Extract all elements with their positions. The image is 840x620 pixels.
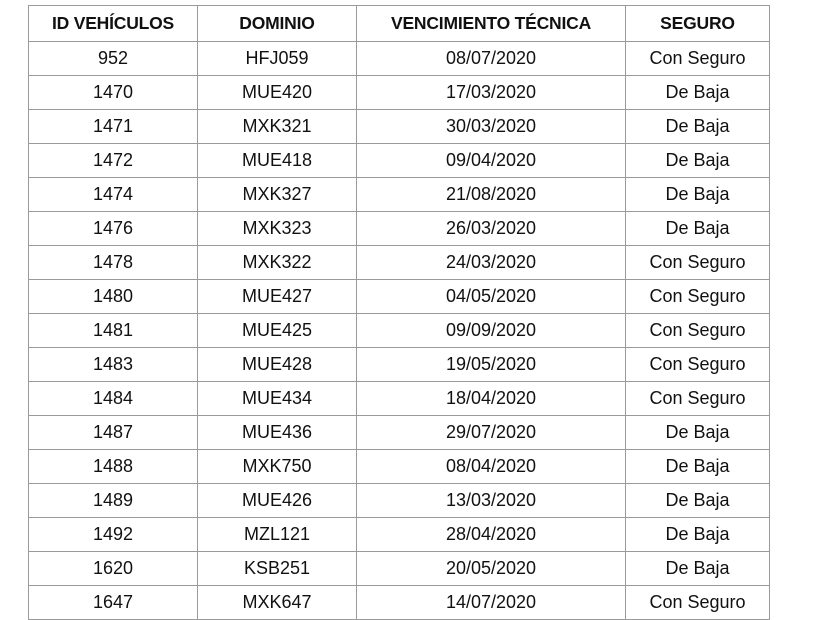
cell-dominio: MUE434 — [198, 382, 357, 416]
cell-vencimiento-tecnica: 13/03/2020 — [357, 484, 626, 518]
cell-vencimiento-tecnica: 24/03/2020 — [357, 246, 626, 280]
header-seguro: SEGURO — [626, 6, 770, 42]
cell-id-vehiculo: 1470 — [29, 76, 198, 110]
table-row — [29, 586, 770, 620]
cell-seguro: Con Seguro — [626, 382, 770, 416]
cell-vencimiento-tecnica: 26/03/2020 — [357, 212, 626, 246]
cell-seguro: De Baja — [626, 212, 770, 246]
cell-vencimiento-tecnica: 20/05/2020 — [357, 552, 626, 586]
header-vencimiento-tecnica: VENCIMIENTO TÉCNICA — [357, 6, 626, 42]
table-row — [29, 416, 770, 450]
table-row — [29, 382, 770, 416]
cell-id-vehiculo: 1484 — [29, 382, 198, 416]
cell-seguro: De Baja — [626, 484, 770, 518]
cell-vencimiento-tecnica: 17/03/2020 — [357, 76, 626, 110]
cell-dominio: MUE426 — [198, 484, 357, 518]
cell-vencimiento-tecnica: 29/07/2020 — [357, 416, 626, 450]
cell-vencimiento-tecnica: 08/04/2020 — [357, 450, 626, 484]
header-id-vehiculos: ID VEHÍCULOS — [29, 6, 198, 42]
cell-dominio: MUE418 — [198, 144, 357, 178]
cell-dominio: MZL121 — [198, 518, 357, 552]
table-row — [29, 42, 770, 76]
cell-vencimiento-tecnica: 18/04/2020 — [357, 382, 626, 416]
cell-seguro: De Baja — [626, 144, 770, 178]
cell-dominio: MXK321 — [198, 110, 357, 144]
cell-seguro: De Baja — [626, 76, 770, 110]
cell-dominio: MUE428 — [198, 348, 357, 382]
cell-id-vehiculo: 1476 — [29, 212, 198, 246]
cell-seguro: Con Seguro — [626, 348, 770, 382]
cell-seguro: De Baja — [626, 178, 770, 212]
cell-vencimiento-tecnica: 09/09/2020 — [357, 314, 626, 348]
cell-dominio: MXK327 — [198, 178, 357, 212]
header-dominio: DOMINIO — [198, 6, 357, 42]
cell-dominio: MXK647 — [198, 586, 357, 620]
cell-vencimiento-tecnica: 30/03/2020 — [357, 110, 626, 144]
cell-seguro: Con Seguro — [626, 586, 770, 620]
cell-dominio: MUE420 — [198, 76, 357, 110]
cell-seguro: De Baja — [626, 518, 770, 552]
table-row — [29, 518, 770, 552]
cell-id-vehiculo: 952 — [29, 42, 198, 76]
cell-dominio: MXK323 — [198, 212, 357, 246]
cell-vencimiento-tecnica: 14/07/2020 — [357, 586, 626, 620]
cell-dominio: MUE436 — [198, 416, 357, 450]
cell-id-vehiculo: 1478 — [29, 246, 198, 280]
cell-id-vehiculo: 1481 — [29, 314, 198, 348]
table-row — [29, 246, 770, 280]
cell-vencimiento-tecnica: 28/04/2020 — [357, 518, 626, 552]
vehicle-table-container — [28, 5, 770, 620]
table-row — [29, 144, 770, 178]
cell-seguro: Con Seguro — [626, 42, 770, 76]
table-row — [29, 348, 770, 382]
cell-vencimiento-tecnica: 04/05/2020 — [357, 280, 626, 314]
cell-dominio: KSB251 — [198, 552, 357, 586]
cell-id-vehiculo: 1489 — [29, 484, 198, 518]
table-row — [29, 178, 770, 212]
table-row — [29, 280, 770, 314]
table-row — [29, 110, 770, 144]
cell-dominio: HFJ059 — [198, 42, 357, 76]
cell-dominio: MUE425 — [198, 314, 357, 348]
cell-id-vehiculo: 1487 — [29, 416, 198, 450]
table-row — [29, 450, 770, 484]
table-row — [29, 76, 770, 110]
cell-vencimiento-tecnica: 19/05/2020 — [357, 348, 626, 382]
table-row — [29, 552, 770, 586]
cell-seguro: De Baja — [626, 416, 770, 450]
cell-seguro: De Baja — [626, 110, 770, 144]
cell-id-vehiculo: 1483 — [29, 348, 198, 382]
table-row — [29, 212, 770, 246]
cell-seguro: De Baja — [626, 552, 770, 586]
cell-id-vehiculo: 1647 — [29, 586, 198, 620]
cell-id-vehiculo: 1472 — [29, 144, 198, 178]
cell-seguro: Con Seguro — [626, 314, 770, 348]
cell-id-vehiculo: 1488 — [29, 450, 198, 484]
cell-id-vehiculo: 1492 — [29, 518, 198, 552]
table-row — [29, 314, 770, 348]
table-header-row — [29, 6, 770, 42]
cell-vencimiento-tecnica: 09/04/2020 — [357, 144, 626, 178]
table-row — [29, 484, 770, 518]
cell-seguro: Con Seguro — [626, 280, 770, 314]
table-body — [29, 42, 770, 620]
cell-id-vehiculo: 1620 — [29, 552, 198, 586]
cell-vencimiento-tecnica: 21/08/2020 — [357, 178, 626, 212]
vehicle-table — [28, 5, 770, 620]
cell-id-vehiculo: 1474 — [29, 178, 198, 212]
cell-seguro: De Baja — [626, 450, 770, 484]
cell-dominio: MXK322 — [198, 246, 357, 280]
cell-seguro: Con Seguro — [626, 246, 770, 280]
cell-id-vehiculo: 1471 — [29, 110, 198, 144]
cell-dominio: MUE427 — [198, 280, 357, 314]
cell-vencimiento-tecnica: 08/07/2020 — [357, 42, 626, 76]
cell-id-vehiculo: 1480 — [29, 280, 198, 314]
cell-dominio: MXK750 — [198, 450, 357, 484]
